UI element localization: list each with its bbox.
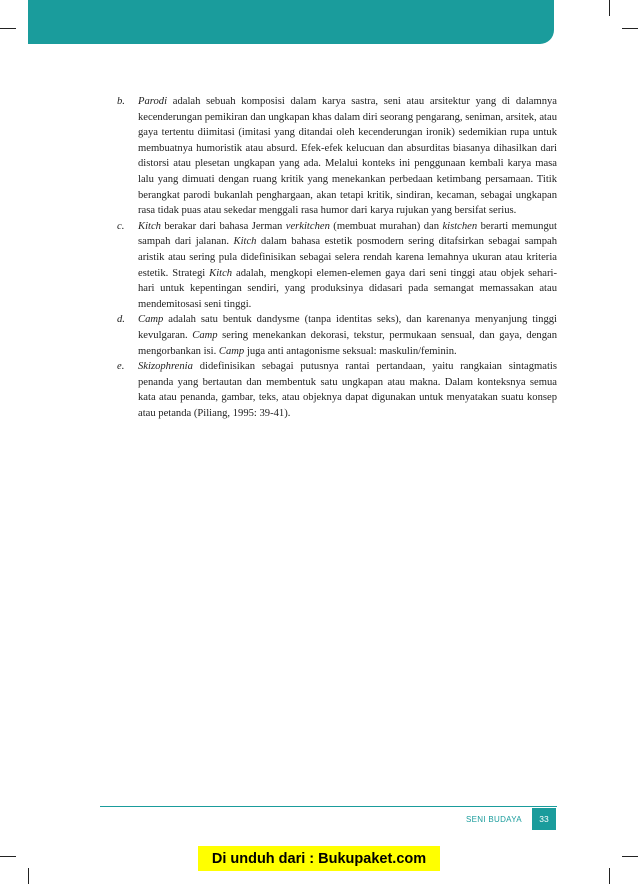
crop-mark bbox=[0, 28, 16, 29]
list-item-parodi bbox=[117, 94, 557, 219]
definition-text: juga anti antagonisme seksual: maskulin/feminin. bbox=[244, 345, 457, 357]
crop-mark bbox=[622, 28, 638, 29]
list-item-kitch bbox=[117, 219, 557, 313]
term-kitch: Kitch bbox=[138, 220, 161, 232]
term-camp: Camp bbox=[138, 314, 164, 326]
list-item-skizophrenia bbox=[117, 359, 557, 421]
definition-text: adalah, mengkopi elemen-elemen gaya dari seni tinggi atau objek sehari-hari untuk kepentingan sendiri, yang produksinya didasari pada semangat memassakan atau mendemitosasi seni tinggi. bbox=[138, 267, 557, 310]
crop-mark bbox=[609, 0, 610, 16]
crop-mark bbox=[28, 868, 29, 884]
definition-text: berarti memungut sampah dari jalanan. bbox=[138, 220, 557, 248]
footer-book-title: SENI BUDAYA bbox=[466, 815, 522, 824]
list-letter: b. bbox=[117, 96, 125, 107]
document-body bbox=[117, 94, 557, 421]
term-camp: Camp bbox=[192, 329, 218, 341]
term-kitch: Kitch bbox=[209, 267, 233, 279]
crop-mark bbox=[622, 856, 638, 857]
definition-text: (membuat murahan) dan bbox=[329, 220, 443, 232]
definition-text: berakar dari bahasa Jerman bbox=[160, 220, 286, 232]
list-letter: e. bbox=[117, 361, 125, 373]
list-letter: d. bbox=[117, 314, 125, 326]
term-parodi: Parodi bbox=[138, 96, 168, 107]
download-source-banner: Di unduh dari : Bukupaket.com bbox=[198, 846, 440, 871]
crop-mark bbox=[609, 868, 610, 884]
term-kitch: Kitch bbox=[233, 236, 257, 248]
list-item-camp bbox=[117, 312, 557, 359]
term-camp: Camp bbox=[218, 345, 245, 357]
term-kistchen: kistchen bbox=[442, 220, 478, 232]
definition-text: adalah satu bentuk dandysme (tanpa identitas seks), dan karenanya menyanjung tinggi kevulgaran. bbox=[138, 314, 557, 341]
definition-text: didefinisikan sebagai putusnya rantai pertandaan, yaitu rangkaian sintagmatis penanda yang bertautan dan membentuk satu ungkapan atau makna. Dalam konteksnya semua kata atau penanda, gambar, teks, atau objeknya dapat digunakan untuk menyatakan suatu konsep atau petanda (Piliang, 1995: 39-41). bbox=[138, 361, 557, 419]
term-verkitchen: verkitchen bbox=[285, 220, 330, 232]
definition-text: sering menekankan dekorasi, tekstur, permukaan sensual, dan gaya, dengan mengorbankan isi. bbox=[138, 329, 557, 357]
crop-mark bbox=[0, 856, 16, 857]
term-skizophrenia: Skizophrenia bbox=[138, 361, 193, 373]
header-band bbox=[28, 0, 554, 44]
page-number: 33 bbox=[532, 808, 556, 830]
definition-text: dalam bahasa estetik posmodern sering ditafsirkan sebagai sampah aristik atau sering pula didefinisikan sebagai selera rendah karena lemahnya ukuran atau kriteria estetik. Strategi bbox=[138, 236, 557, 279]
footer-rule bbox=[100, 806, 557, 807]
list-letter: c. bbox=[117, 220, 125, 232]
definition-text: adalah sebuah komposisi dalam karya sastra, seni atau arsitektur yang di dalamnya kecenderungan pemikiran dan ungkapan khas dalam diri seorang pengarang, seniman, arsitek, atau gaya tertentu diimitasi (imitasi yang ditandai oleh kecenderungan ironik) sedemikian rupa untuk membuatnya humoristik atau absurd. Efek-efek kelucuan dan absurditas biasanya dihasilkan dari distorsi atau plesetan ungkapan yang ada. Melalui konteks ini penggunaan kembali karya masa lalu yang dimuati dengan ruang kritik yang menekankan perbedaan ketimbang persamaan. Titik berangkat parodi bukanlah penghargaan, akan tetapi kritik, sindiran, kecaman, sebagai ungkapan rasa tidak puas atau sekedar menggali rasa humor dari karya rujukan yang bersifat serius. bbox=[138, 96, 557, 217]
